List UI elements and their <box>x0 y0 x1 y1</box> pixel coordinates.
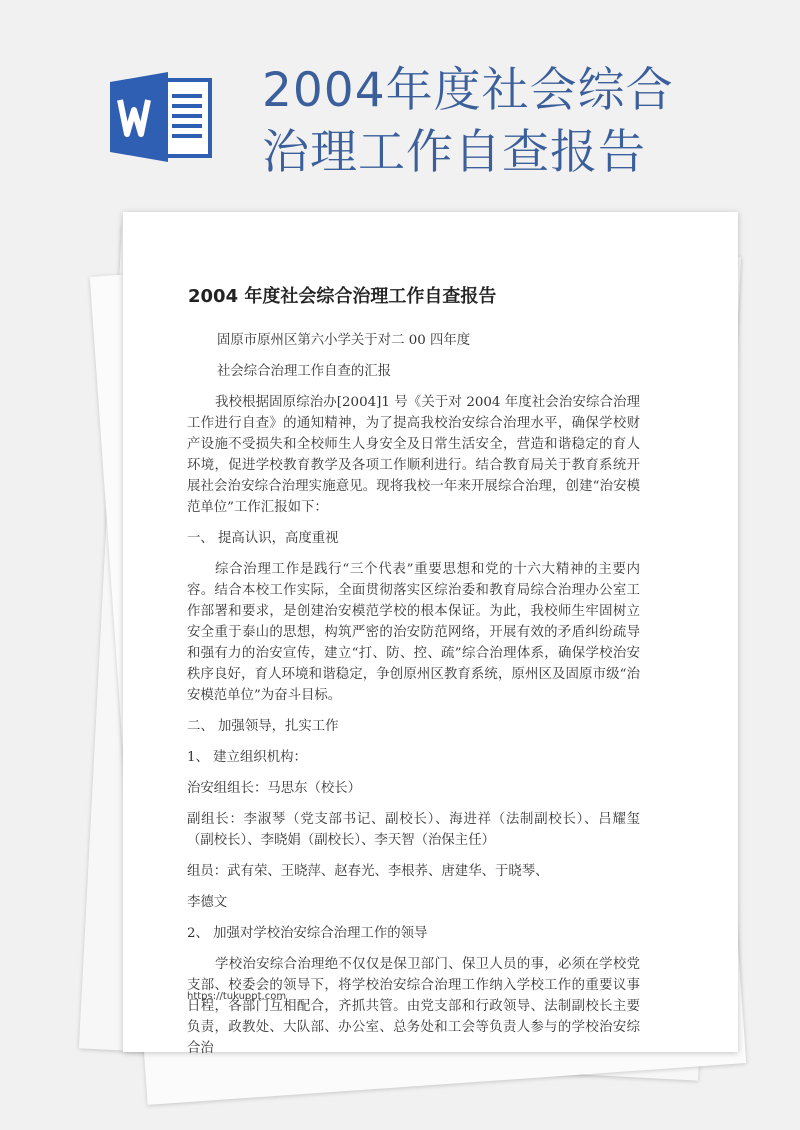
header <box>0 0 800 200</box>
paragraph: 组员：武有荣、王晓萍、赵春光、李根荞、唐建华、于晓琴、 <box>187 864 549 879</box>
paragraph: 我校根据固原综治办[2004]1 号《关于对 2004 年度社会治安综合治理工作进行自查》的通知精神，为了提高我校治安综合治理水平，确保学校财产设施不受损失和全校师生人身安全及日常生活安全，营造和谐稳定的育人环境，促进学校教育教学及各项工作顺利进行。结合教育局关于教育系统开展社会治安综合治理实施意见。现将我校一年来开展综合治理，创建“治安模范单位”工作汇报如下： <box>187 395 640 515</box>
document-page <box>123 212 738 1056</box>
word-document-icon <box>110 72 220 162</box>
section-heading: 二、 加强领导，扎实工作 <box>187 719 339 734</box>
subsection-heading: 2、 加强对学校治安综合治理工作的领导 <box>187 926 428 941</box>
title-line-1: 2004年度社会综合 <box>262 63 674 118</box>
paragraph: 李德文 <box>187 895 228 910</box>
paragraph: 社会综合治理工作自查的汇报 <box>217 364 392 379</box>
paragraph: 治安组组长：马思东（校长） <box>187 781 362 796</box>
subsection-heading: 1、 建立组织机构： <box>187 750 307 765</box>
paragraph: 副组长：李淑琴（党支部书记、副校长）、海进祥（法制副校长）、吕耀玺（副校长）、李晓娟（副校长）、李天智（治保主任） <box>187 812 640 848</box>
paragraph: 学校治安综合治理绝不仅仅是保卫部门、保卫人员的事，必须在学校党支部、校委会的领导下，将学校治安综合治理工作纳入学校工作的重要议事日程，各部门互相配合，齐抓共管。由党支部和行政领导、法制副校长主要负责，政教处、大队部、办公室、总务处和工会等负责人参与的学校治安综合治 <box>187 957 640 1056</box>
paragraph: 综合治理工作是践行“三个代表”重要思想和党的十六大精神的主要内容。结合本校工作实际，全面贯彻落实区综治委和教育局综合治理办公室工作部署和要求，是创建治安模范学校的根本保证。为此，我校师生牢固树立安全重于泰山的思想，构筑严密的治安防范网络，开展有效的矛盾纠纷疏导和强有力的治安宣传，建立“打、防、控、疏”综合治理体系，确保学校治安秩序良好，育人环境和谐稳定，争创原州区教育系统，原州区及固原市级“治安模范单位”为奋斗目标。 <box>187 562 640 703</box>
document-title-banner <box>262 60 782 184</box>
page-title: 2004 年度社会综合治理工作自查报告 <box>188 286 497 307</box>
footer-url: https://tukuppt.com <box>187 991 287 1002</box>
document-body <box>187 330 640 1059</box>
section-heading: 一、 提高认识，高度重视 <box>187 531 339 546</box>
paragraph: 固原市原州区第六小学关于对二 00 四年度 <box>217 333 471 348</box>
title-line-2: 治理工作自查报告 <box>262 125 646 180</box>
